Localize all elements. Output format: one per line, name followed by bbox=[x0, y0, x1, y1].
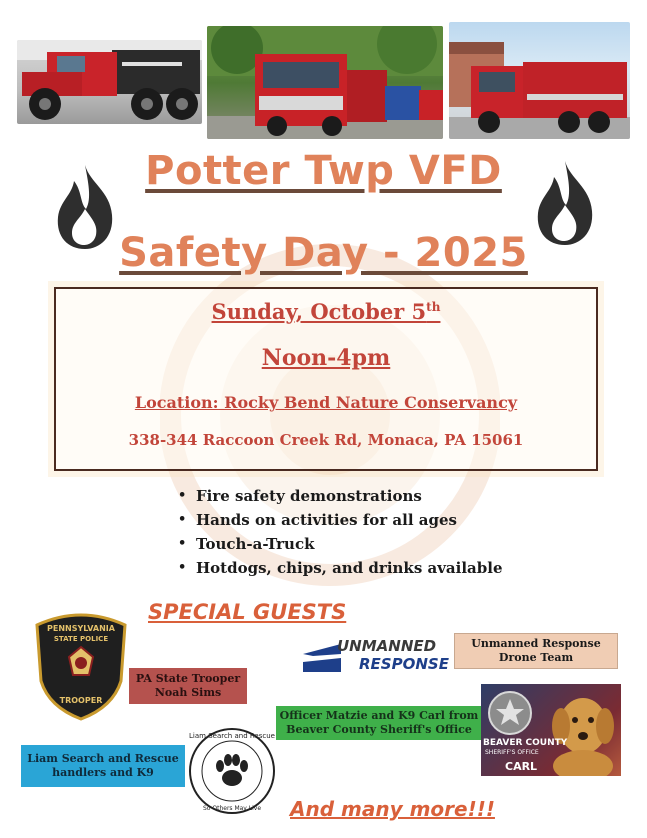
list-item: • Fire safety demonstrations bbox=[178, 484, 502, 508]
and-many-more-text: And many more!!! bbox=[290, 797, 495, 821]
liam-logo-bottom-text: So Others May Live bbox=[202, 805, 262, 812]
engine-trucks-photo bbox=[207, 26, 443, 139]
unmanned-drone-team-tag: Unmanned Response Drone Team bbox=[454, 633, 618, 669]
brush-truck-photo bbox=[17, 40, 202, 124]
k9-photo-title: BEAVER COUNTY bbox=[483, 738, 568, 748]
event-info-box bbox=[54, 287, 598, 471]
unmanned-logo-line1: UNMANNED bbox=[337, 637, 437, 655]
k9-photo-subtitle: SHERIFF'S OFFICE bbox=[485, 749, 539, 756]
event-date-suffix: th bbox=[426, 300, 441, 314]
unmanned-response-logo bbox=[303, 636, 453, 678]
dog-icon bbox=[547, 686, 619, 776]
special-guests-heading: SPECIAL GUESTS bbox=[148, 600, 347, 624]
event-address: 338-344 Raccoon Creek Rd, Monaca, PA 15061 bbox=[128, 431, 524, 449]
tanker-truck-photo bbox=[449, 22, 630, 139]
sheriff-badge-icon bbox=[487, 690, 533, 736]
trooper-tag: PA State Trooper Noah Sims bbox=[129, 668, 247, 704]
event-date-text: Sunday, October 5 bbox=[211, 299, 427, 324]
event-date bbox=[56, 299, 596, 324]
pa-patch-mid-text: STATE POLICE bbox=[53, 635, 109, 643]
activities-list bbox=[178, 484, 502, 580]
list-item: • Touch-a-Truck bbox=[178, 532, 502, 556]
event-subtitle: Safety Day - 2025 bbox=[119, 230, 528, 276]
pa-patch-top-text: PENNSYLVANIA bbox=[47, 624, 115, 633]
unmanned-logo-line2: RESPONSE bbox=[359, 655, 449, 673]
page-title: Potter Twp VFD bbox=[145, 148, 502, 194]
liam-search-rescue-tag: Liam Search and Rescue handlers and K9 bbox=[21, 745, 185, 787]
k9-name: CARL bbox=[505, 760, 538, 773]
liam-search-rescue-logo bbox=[187, 726, 277, 816]
event-location: Location: Rocky Bend Nature Conservancy bbox=[134, 393, 518, 412]
k9-carl-photo bbox=[481, 684, 621, 776]
pa-state-police-patch bbox=[33, 611, 129, 721]
event-time: Noon-4pm bbox=[261, 345, 391, 371]
officer-k9-tag: Officer Matzie and K9 Carl from Beaver County Sheriff's Office bbox=[276, 706, 482, 740]
liam-logo-top-text: Liam Search and Rescue bbox=[189, 732, 275, 740]
pa-patch-bottom-text: TROOPER bbox=[59, 696, 103, 705]
list-item: • Hotdogs, chips, and drinks available bbox=[178, 556, 502, 580]
list-item: • Hands on activities for all ages bbox=[178, 508, 502, 532]
